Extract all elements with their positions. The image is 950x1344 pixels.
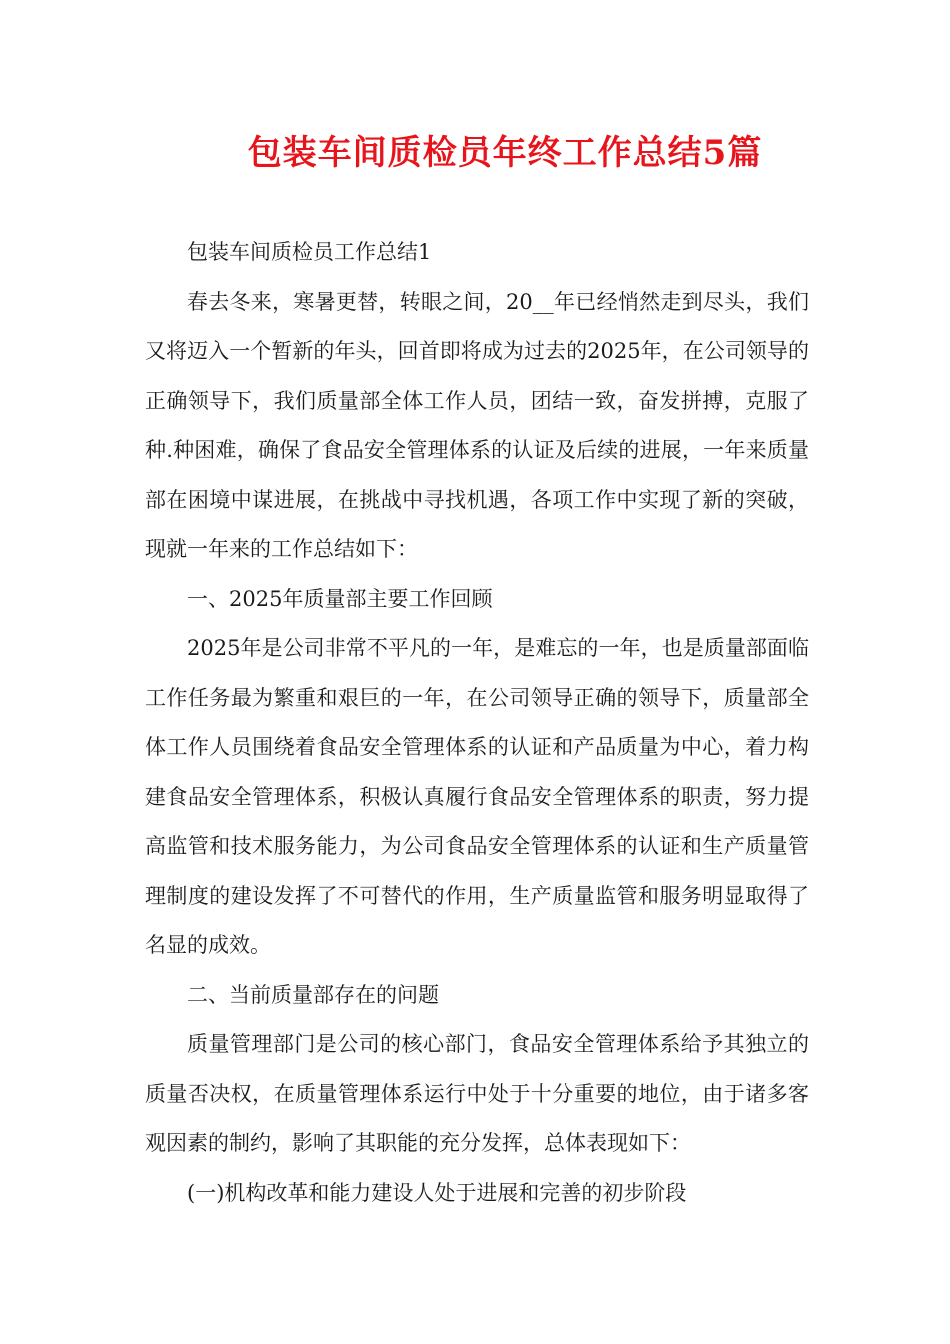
- body-paragraph-review: 2025年是公司非常不平凡的一年，是难忘的一年，也是质量部面临工作任务最为繁重和艰巨的一年，在公司领导正确的领导下，质量部全体工作人员围绕着食品安全管理体系的认证和产品质量为中心，着力构建食品安全管理体系，积极认真履行食品安全管理体系的职责，努力提高监管和技术服务能力，为公司食品安全管理体系的认证和生产质量管理制度的建设发挥了不可替代的作用，生产质量监管和服务明显取得了名显的成效。: [145, 636, 809, 957]
- section-heading-review: 一、2025年质量部主要工作回顾: [187, 586, 493, 611]
- subsection-heading-1: (一)机构改革和能力建设人处于进展和完善的初步阶段: [187, 1180, 687, 1205]
- document-title: 包装车间质检员年终工作总结5篇: [247, 133, 763, 173]
- section-heading-summary-1: 包装车间质检员工作总结1: [187, 240, 432, 264]
- document-body: [145, 228, 809, 1218]
- section-heading-problems: 二、当前质量部存在的问题: [187, 982, 439, 1007]
- body-paragraph-problems: 质量管理部门是公司的核心部门，食品安全管理体系给予其独立的质量否决权，在质量管理体系运行中处于十分重要的地位，由于诸多客观因素的制约，影响了其职能的充分发挥，总体表现如下：: [145, 1032, 809, 1155]
- body-paragraph-intro: 春去冬来，寒暑更替，转眼之间，20__年已经悄然走到尽头，我们又将迈入一个暂新的年头，回首即将成为过去的2025年，在公司领导的正确领导下，我们质量部全体工作人员，团结一致，奋发拼搏，克服了种.种困难，确保了食品安全管理体系的认证及后续的进展，一年来质量部在困境中谋进展，在挑战中寻找机遇，各项工作中实现了新的突破，现就一年来的工作总结如下：: [145, 289, 809, 561]
